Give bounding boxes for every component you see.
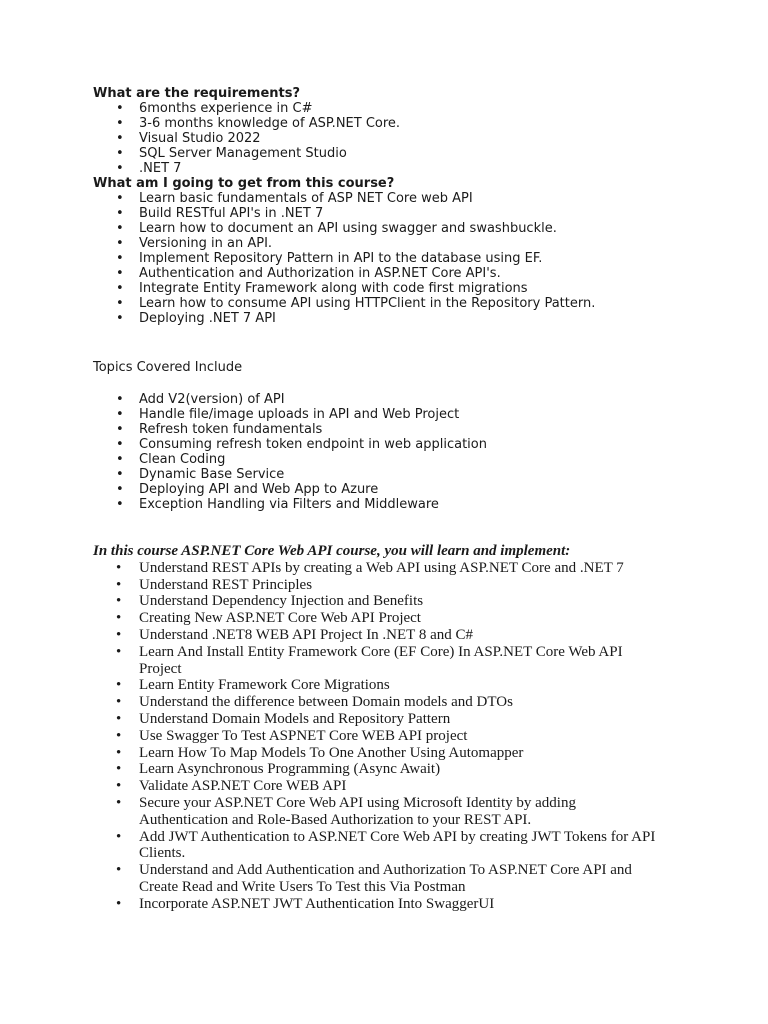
list-item: • Versioning in an API.: [116, 236, 273, 251]
bullet-icon: •: [116, 407, 124, 422]
outcomes-list: [0, 191, 768, 326]
list-item: • Add V2(version) of API: [116, 392, 285, 407]
bullet-icon: •: [116, 191, 124, 206]
bullet-icon: •: [116, 643, 122, 660]
list-item: • Understand Dependency Injection and Benefits: [116, 593, 424, 610]
bullet-icon: •: [116, 626, 122, 643]
bullet-icon: •: [116, 828, 122, 845]
list-item: • Creating New ASP.NET Core Web API Project: [116, 610, 421, 627]
bullet-icon: •: [116, 101, 124, 116]
list-item: • Authentication and Authorization in ASP.NET Core API's.: [116, 266, 501, 281]
bullet-icon: •: [116, 266, 124, 281]
bullet-icon: •: [116, 437, 124, 452]
list-item: • Understand the difference between Domain models and DTOs: [116, 694, 513, 711]
list-item: • Dynamic Base Service: [116, 467, 285, 482]
outcomes-section: [0, 176, 768, 326]
bullet-icon: •: [116, 161, 124, 176]
list-item: • Consuming refresh token endpoint in web application: [116, 437, 487, 452]
bullet-icon: •: [116, 794, 122, 811]
bullet-icon: •: [116, 559, 122, 576]
bullet-icon: •: [116, 497, 124, 512]
list-item: • SQL Server Management Studio: [116, 146, 347, 161]
list-item: • 6months experience in C#: [116, 101, 313, 116]
requirements-heading: What are the requirements?: [93, 86, 301, 101]
requirements-list: [0, 101, 768, 176]
bullet-icon: •: [116, 392, 124, 407]
list-item: • Incorporate ASP.NET JWT Authentication Into SwaggerUI: [116, 895, 495, 912]
list-item: • Visual Studio 2022: [116, 131, 261, 146]
list-item: • Understand .NET8 WEB API Project In .NET 8 and C#: [116, 626, 473, 643]
requirements-section: [0, 86, 768, 176]
list-item: • Secure your ASP.NET Core Web API using Microsoft Identity by adding Authentication and Role-Based Authorization to your REST API.: [116, 794, 576, 828]
bullet-icon: •: [116, 778, 122, 795]
bullet-icon: •: [116, 761, 122, 778]
list-item: • 3-6 months knowledge of ASP.NET Core.: [116, 116, 401, 131]
list-item: • Understand REST APIs by creating a Web API using ASP.NET Core and .NET 7: [116, 559, 624, 576]
list-item: • Refresh token fundamentals: [116, 422, 323, 437]
bullet-icon: •: [116, 452, 124, 467]
bullet-icon: •: [116, 862, 122, 879]
bullet-icon: •: [116, 251, 124, 266]
bullet-icon: •: [116, 131, 124, 146]
list-item: • Validate ASP.NET Core WEB API: [116, 778, 347, 795]
list-item: • Deploying .NET 7 API: [116, 311, 276, 326]
list-item: • Clean Coding: [116, 452, 226, 467]
topics-heading: Topics Covered Include: [93, 360, 243, 375]
list-item: • Learn And Install Entity Framework Core (EF Core) In ASP.NET Core Web API Project: [116, 643, 623, 677]
bullet-icon: •: [116, 694, 122, 711]
list-item: • Build RESTful API's in .NET 7: [116, 206, 324, 221]
bullet-icon: •: [116, 677, 122, 694]
list-item: • Learn how to consume API using HTTPClient in the Repository Pattern.: [116, 296, 596, 311]
bullet-icon: •: [116, 221, 124, 236]
list-item: • Integrate Entity Framework along with code first migrations: [116, 281, 528, 296]
bullet-icon: •: [116, 727, 122, 744]
list-item: • Learn basic fundamentals of ASP NET Core web API: [116, 191, 473, 206]
topics-list: [0, 392, 768, 512]
learn-list: [0, 560, 768, 913]
bullet-icon: •: [116, 296, 124, 311]
bullet-icon: •: [116, 467, 124, 482]
list-item: • Add JWT Authentication to ASP.NET Core Web API by creating JWT Tokens for API Clients.: [116, 828, 656, 862]
bullet-icon: •: [116, 593, 122, 610]
list-item: • Learn Entity Framework Core Migrations: [116, 677, 390, 694]
bullet-icon: •: [116, 281, 124, 296]
bullet-icon: •: [116, 576, 122, 593]
list-item: • .NET 7: [116, 161, 182, 176]
list-item: • Use Swagger To Test ASPNET Core WEB API project: [116, 727, 468, 744]
list-item: • Learn how to document an API using swagger and swashbuckle.: [116, 221, 557, 236]
bullet-icon: •: [116, 895, 122, 912]
list-item: • Handle file/image uploads in API and Web Project: [116, 407, 460, 422]
list-item: • Learn Asynchronous Programming (Async Await): [116, 761, 441, 778]
list-item: • Understand REST Principles: [116, 576, 313, 593]
bullet-icon: •: [116, 116, 124, 131]
learn-heading: In this course ASP.NET Core Web API course, you will learn and implement:: [93, 543, 571, 559]
outcomes-heading: What am I going to get from this course?: [93, 176, 395, 191]
bullet-icon: •: [116, 146, 124, 161]
bullet-icon: •: [116, 236, 124, 251]
list-item: • Deploying API and Web App to Azure: [116, 482, 379, 497]
list-item: • Understand Domain Models and Repository Pattern: [116, 710, 451, 727]
learn-section: [0, 543, 768, 913]
bullet-icon: •: [116, 206, 124, 221]
bullet-icon: •: [116, 482, 124, 497]
bullet-icon: •: [116, 744, 122, 761]
bullet-icon: •: [116, 610, 122, 627]
list-item: • Learn How To Map Models To One Another Using Automapper: [116, 744, 524, 761]
topics-section: [0, 360, 768, 512]
bullet-icon: •: [116, 311, 124, 326]
list-item: • Understand and Add Authentication and Authorization To ASP.NET Core API and Create Read and Write Users To Test this Via Postman: [116, 862, 632, 895]
list-item: • Implement Repository Pattern in API to the database using EF.: [116, 251, 543, 266]
bullet-icon: •: [116, 422, 124, 437]
bullet-icon: •: [116, 710, 122, 727]
list-item: • Exception Handling via Filters and Middleware: [116, 497, 439, 512]
